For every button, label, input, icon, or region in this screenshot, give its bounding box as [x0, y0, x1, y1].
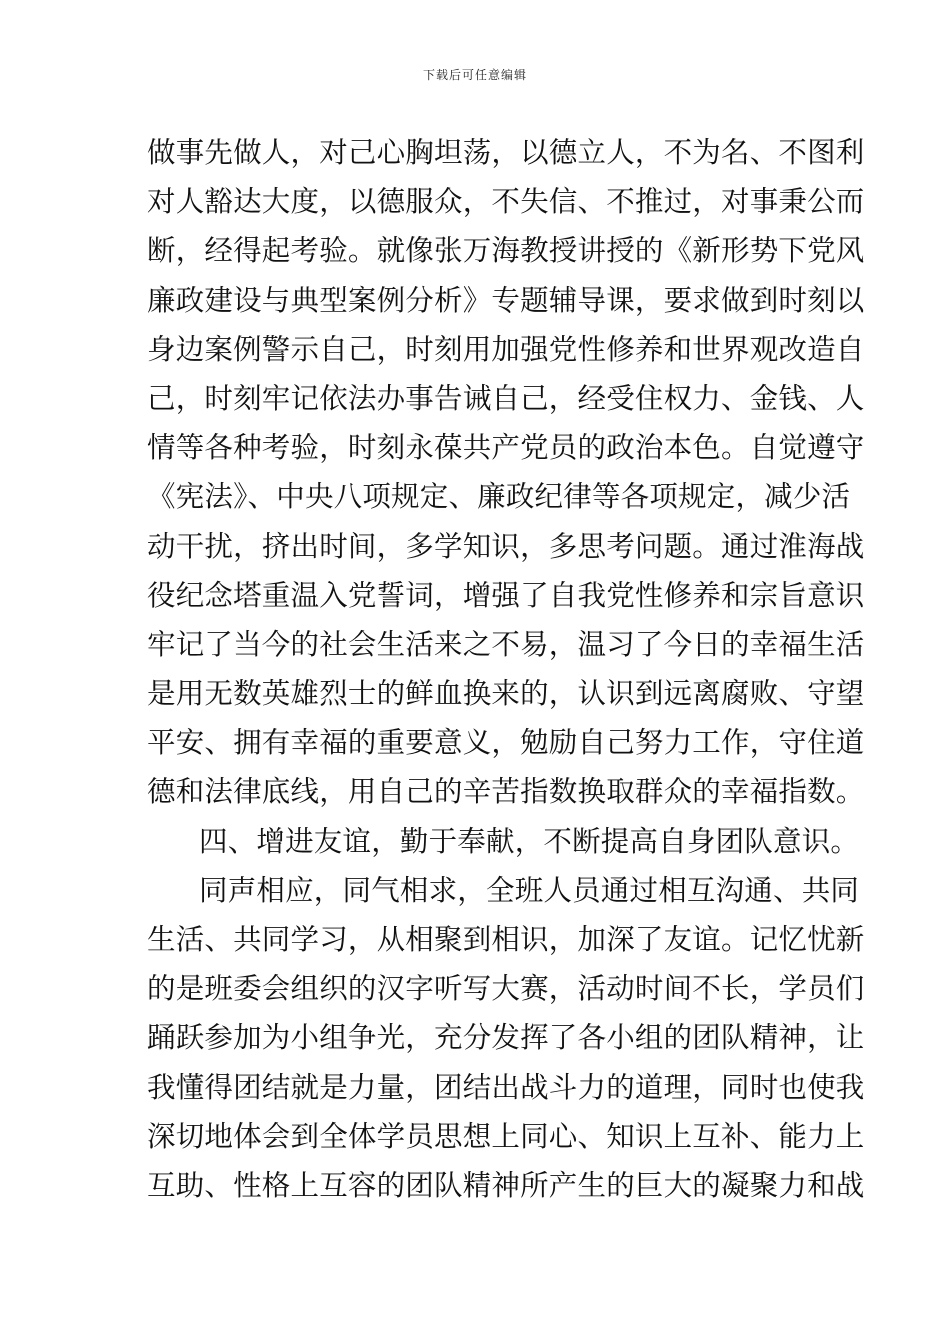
text-line: 是用无数英雄烈士的鲜血换来的，认识到远离腐败、守望 [147, 677, 865, 711]
text-line: 深切地体会到全体学员思想上同心、知识上互补、能力上 [147, 1119, 865, 1153]
text-line: 踊跃参加为小组争光，充分发挥了各小组的团队精神，让 [147, 1021, 865, 1055]
text-line: 德和法律底线，用自己的辛苦指数换取群众的幸福指数。 [147, 775, 865, 809]
text-line: 对人豁达大度，以德服众，不失信、不推过，对事秉公而 [147, 185, 865, 219]
text-line: 生活、共同学习，从相聚到相识，加深了友谊。记忆忧新 [147, 923, 865, 956]
text-line: 同声相应，同气相求，全班人员通过相互沟通、共同 [199, 873, 860, 907]
text-line: 《宪法》、中央八项规定、廉政纪律等各项规定，减少活 [147, 480, 851, 514]
text-line: 互助、性格上互容的团队精神所产生的巨大的凝聚力和战 [147, 1168, 865, 1202]
text-line: 动干扰，挤出时间，多学知识，多思考问题。通过淮海战 [147, 529, 865, 563]
text-line: 情等各种考验，时刻永葆共产党员的政治本色。自觉遵守 [147, 431, 865, 465]
text-line: 牢记了当今的社会生活来之不易，温习了今日的幸福生活 [147, 627, 865, 661]
text-line: 役纪念塔重温入党誓词，增强了自我党性修养和宗旨意识 [147, 578, 865, 612]
text-line: 的是班委会组织的汉字听写大赛，活动时间不长，学员们 [147, 972, 865, 1006]
text-line: 平安、拥有幸福的重要意义，勉励自己努力工作，守住道 [147, 726, 865, 760]
text-line: 身边案例警示自己，时刻用加强党性修养和世界观改造自 [147, 332, 865, 366]
text-line: 我懂得团结就是力量，团结出战斗力的道理，同时也使我 [147, 1070, 865, 1104]
body-text [147, 128, 865, 1210]
text-line: 廉政建设与典型案例分析》专题辅导课，要求做到时刻以 [147, 283, 865, 317]
section-heading: 四、增进友谊，勤于奉献，不断提高自身团队意识。 [199, 824, 860, 858]
page-header: 下载后可任意编辑 [422, 68, 527, 82]
text-line: 做事先做人，对己心胸坦荡，以德立人，不为名、不图利 [147, 136, 865, 169]
text-line: 断，经得起考验。就像张万海教授讲授的《新形势下党风 [147, 234, 865, 268]
text-line: 己，时刻牢记依法办事告诫自己，经受住权力、金钱、人 [147, 381, 865, 415]
